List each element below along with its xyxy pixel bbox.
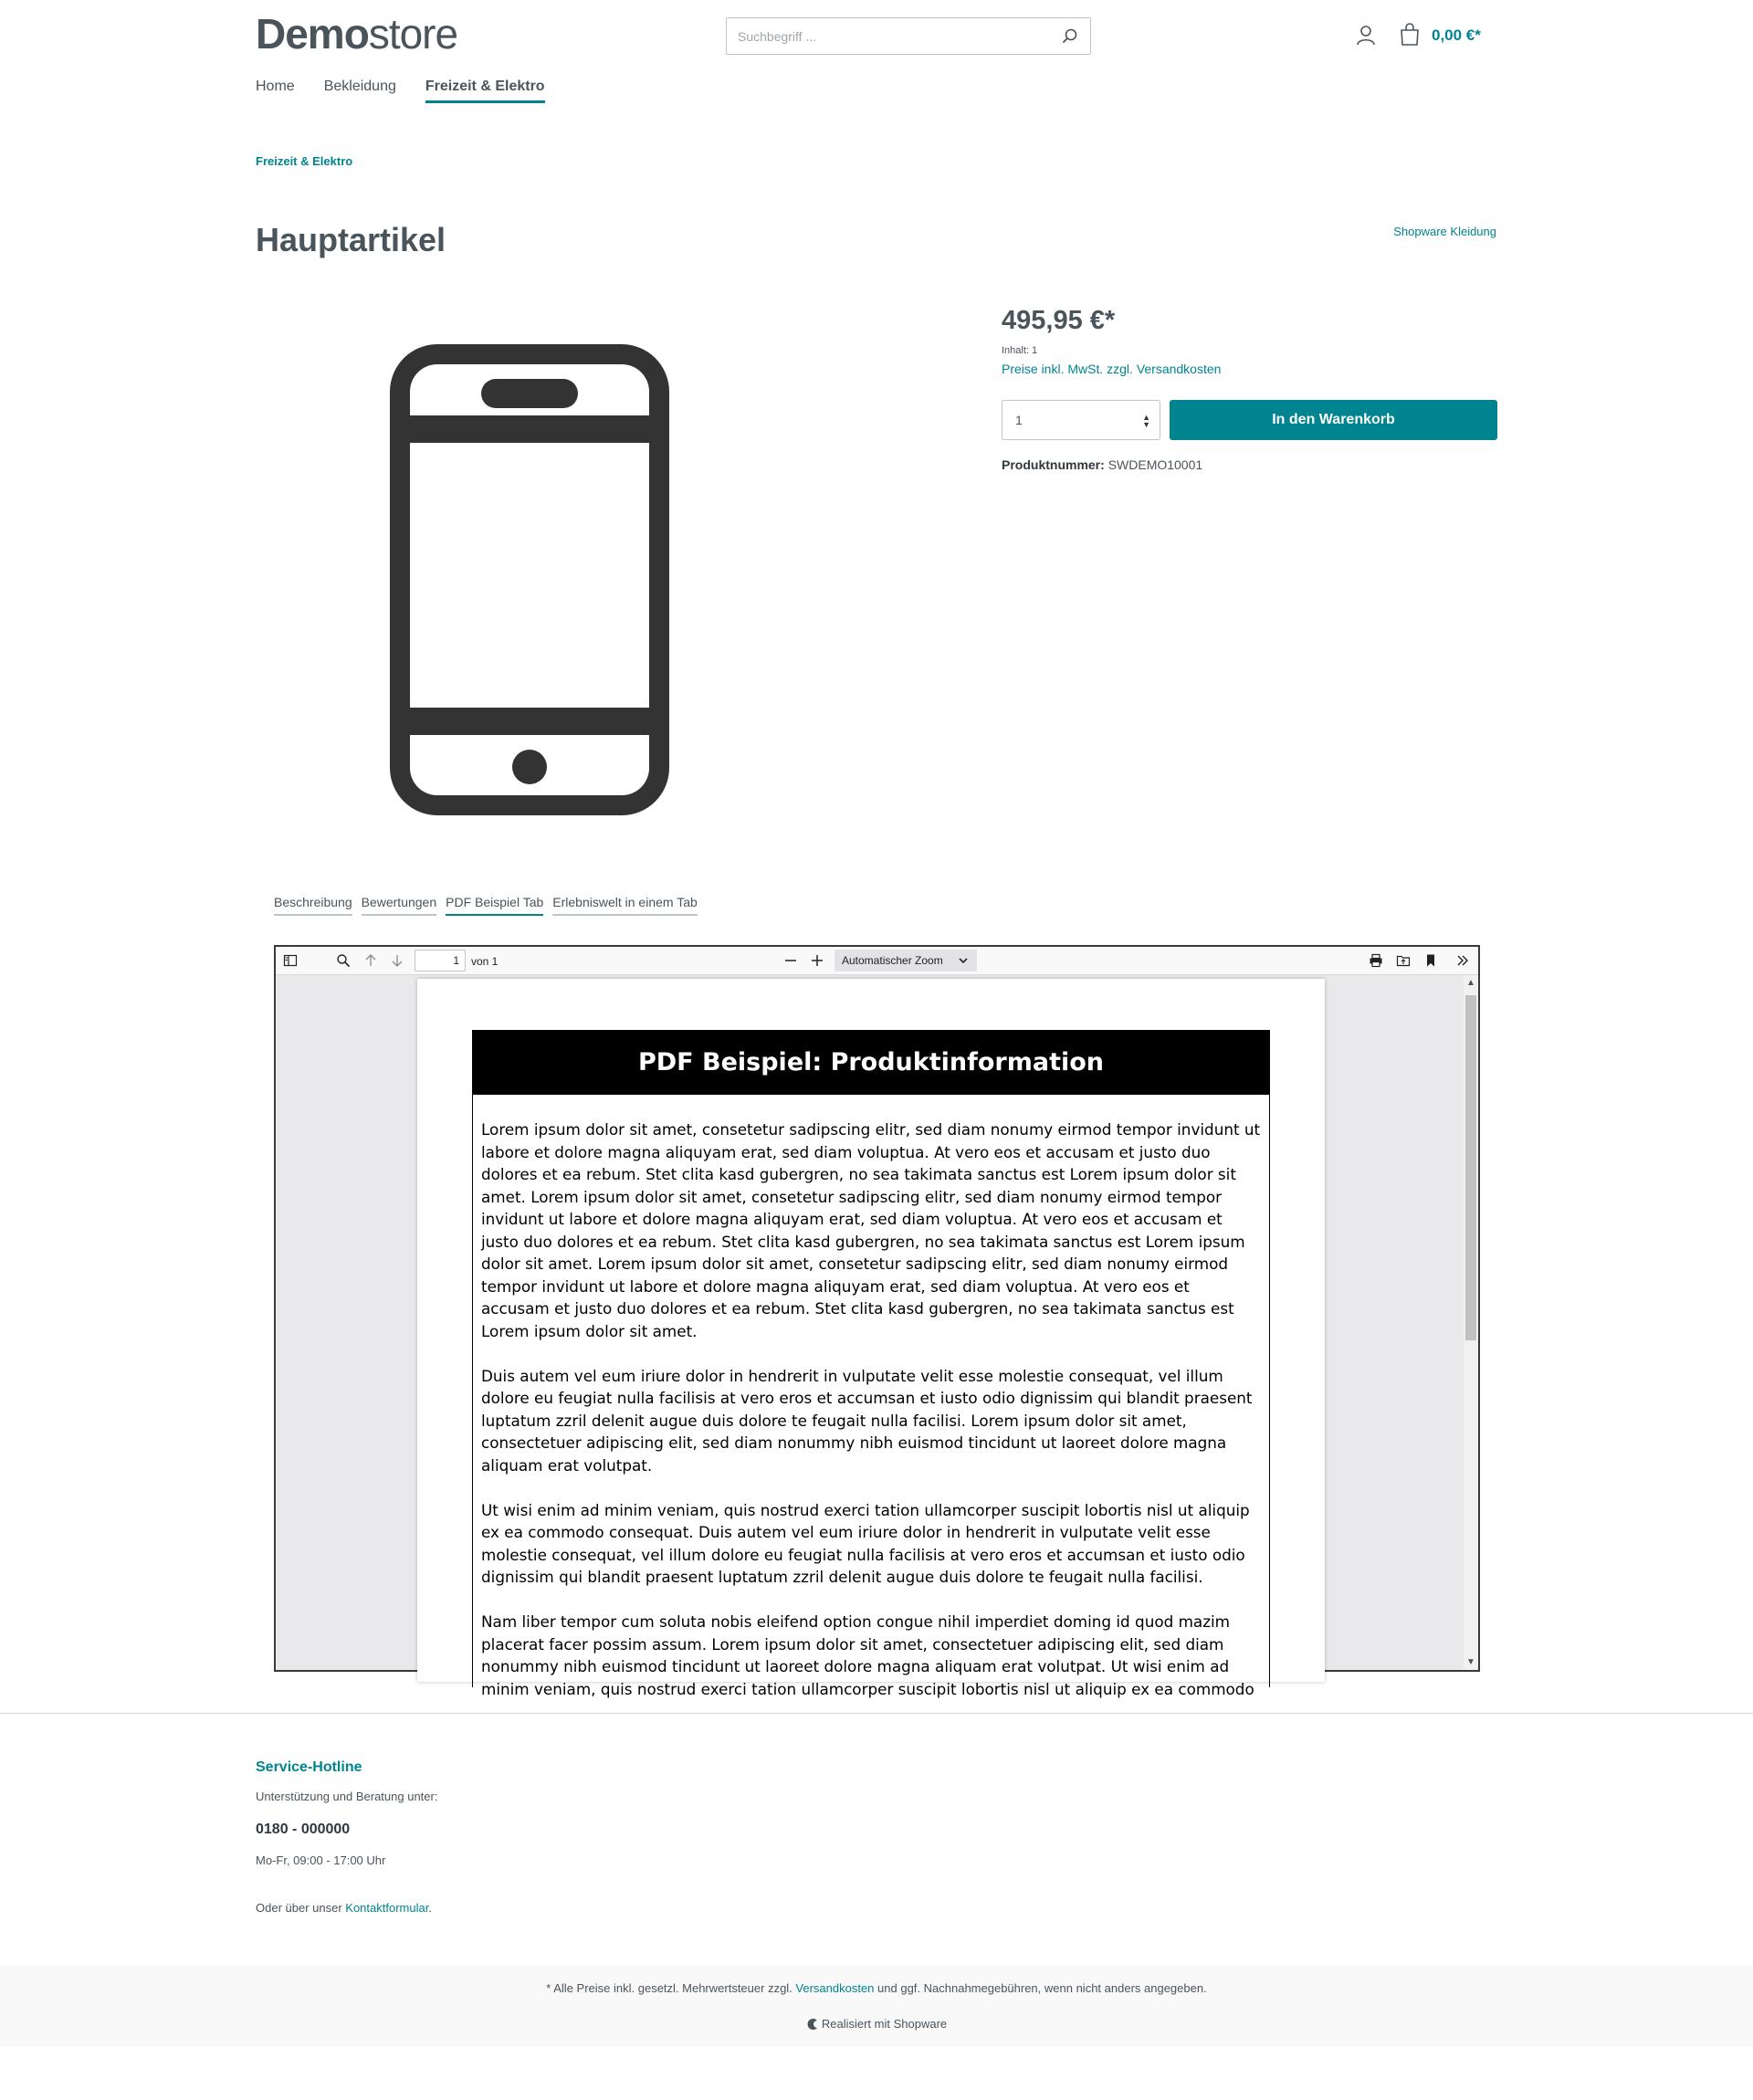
quantity-select[interactable] xyxy=(1002,400,1160,440)
nav-item-freizeit-elektro[interactable]: Freizeit & Elektro xyxy=(425,79,545,103)
tab-pdf-beispiel[interactable]: PDF Beispiel Tab xyxy=(446,895,543,916)
pdf-paragraph: Nam liber tempor cum soluta nobis eleifend option congue nihil imperdiet doming id quod mazim placerat facer possim assum. Lorem ipsum dolor sit amet, consectetuer adipiscing elit, sed diam nonummy nibh euismod tincidunt ut laoreet dolore magna aliquam erat volutpat. Ut wisi enim ad minim veniam, quis nostrud exerci tation ullamcorper suscipit lobortis nisl ut aliquip ex ea commodo xyxy=(481,1612,1254,1698)
footer-divider xyxy=(0,1713,1753,1714)
next-page-icon[interactable] xyxy=(390,953,404,968)
hotline-subtitle: Unterstützung und Beratung unter: xyxy=(256,1790,438,1803)
search-icon[interactable] xyxy=(1061,27,1079,46)
add-to-cart-button[interactable]: In den Warenkorb xyxy=(1170,400,1497,440)
contact-line xyxy=(256,1901,432,1915)
powered-by-text: Realisiert mit Shopware xyxy=(821,2017,948,2031)
tab-bewertungen[interactable]: Bewertungen xyxy=(362,895,437,916)
product-number xyxy=(1002,457,1202,472)
product-number-label: Produktnummer: xyxy=(1002,457,1105,472)
cart-total[interactable]: 0,00 €* xyxy=(1432,26,1481,44)
legal-suffix: und ggf. Nachnahmegebühren, wenn nicht anders angegeben. xyxy=(874,1981,1207,1995)
contact-suffix: . xyxy=(428,1901,432,1915)
store-logo[interactable] xyxy=(256,9,457,58)
footer-bottom-bar xyxy=(0,1965,1753,2047)
chevron-down-icon xyxy=(959,958,968,964)
pdf-body xyxy=(473,1095,1269,1700)
tab-erlebniswelt[interactable]: Erlebniswelt in einem Tab xyxy=(552,895,698,916)
open-file-icon[interactable] xyxy=(1396,953,1411,968)
shopware-logo-icon xyxy=(806,2018,819,2031)
pdf-viewer xyxy=(274,945,1480,1698)
hotline-title: Service-Hotline xyxy=(256,1759,362,1775)
pdf-document xyxy=(472,1030,1270,1698)
scrollbar-thumb[interactable] xyxy=(1465,995,1476,1340)
logo-bold: Demo xyxy=(256,10,369,58)
search-input[interactable] xyxy=(727,18,1037,54)
pdf-page xyxy=(417,979,1325,1698)
tax-shipping-link[interactable]: Preise inkl. MwSt. zzgl. Versandkosten xyxy=(1002,362,1222,376)
hotline-phone[interactable]: 0180 - 000000 xyxy=(256,1822,351,1837)
legal-notice xyxy=(0,1981,1753,1995)
print-icon[interactable] xyxy=(1369,953,1383,968)
pdf-paragraph: Ut wisi enim ad minim veniam, quis nostrud exerci tation ullamcorper suscipit lobortis nisl ut aliquip ex ea commodo consequat. Duis autem vel eum iriure dolor in hendrerit in vulputate velit esse molestie consequat, vel illum dolore eu feugiat nulla facilisis at vero eros et accumsan et iusto odio dignissim qui blandit praesent luptatum zzril delenit augue duis dolore te feugait nulla facilisi. xyxy=(481,1500,1250,1586)
contact-prefix: Oder über unser xyxy=(256,1901,346,1915)
shipping-costs-link[interactable]: Versandkosten xyxy=(795,1981,875,1995)
select-arrows-icon: ▲ ▼ xyxy=(1142,413,1150,429)
logo-light: store xyxy=(368,10,458,58)
main-navigation xyxy=(256,79,574,103)
pdf-scrollbar[interactable] xyxy=(1464,975,1478,1670)
pdf-viewport[interactable] xyxy=(276,975,1478,1698)
product-price: 495,95 €* xyxy=(1002,306,1116,335)
pdf-heading: PDF Beispiel: Produktinformation xyxy=(473,1031,1269,1095)
zoom-value: Automatischer Zoom xyxy=(842,954,943,967)
find-icon[interactable] xyxy=(336,953,351,968)
zoom-select[interactable] xyxy=(835,950,977,971)
scroll-up-icon[interactable]: ▲ xyxy=(1466,978,1475,988)
product-tabs xyxy=(274,895,707,916)
sidebar-toggle-icon[interactable] xyxy=(283,953,298,968)
account-icon[interactable] xyxy=(1356,25,1376,47)
page-number-input[interactable]: 1 xyxy=(415,950,466,971)
nav-item-home[interactable]: Home xyxy=(256,79,295,94)
tools-menu-icon[interactable] xyxy=(1455,953,1470,968)
header xyxy=(0,0,1753,119)
breadcrumb[interactable]: Freizeit & Elektro xyxy=(256,154,353,168)
tab-beschreibung[interactable]: Beschreibung xyxy=(274,895,352,916)
page-title: Hauptartikel xyxy=(256,221,446,258)
manufacturer-link[interactable]: Shopware Kleidung xyxy=(1393,225,1496,238)
product-content: Inhalt: 1 xyxy=(1002,345,1038,356)
page-count: von 1 xyxy=(471,955,499,968)
pdf-paragraph: Lorem ipsum dolor sit amet, consetetur sadipscing elitr, sed diam nonumy eirmod tempor invidunt ut labore et dolore magna aliquyam erat, sed diam voluptua. At vero eos et accusam et justo duo dolores et ea rebum. Stet clita kasd gubergren, no sea takimata sanctus est Lorem ipsum dolor sit amet. Lorem ipsum dolor sit amet, consetetur sadipscing elitr, sed diam nonumy eirmod tempor invidunt ut labore et dolore magna aliquyam erat, sed diam voluptua. At vero eos et accusam et justo duo dolores et ea rebum. Stet clita kasd gubergren, no sea takimata sanctus est Lorem ipsum dolor sit amet. Lorem ipsum dolor sit amet, consetetur sadipscing elitr, sed diam nonumy eirmod tempor invidunt ut labore et dolore magna aliquyam erat, sed diam voluptua. At vero eos et accusam et justo duo dolores et ea rebum. Stet clita kasd gubergren, no sea takimata sanctus est Lorem ipsum dolor sit amet. xyxy=(481,1120,1261,1340)
pdf-paragraph: Duis autem vel eum iriure dolor in hendrerit in vulputate velit esse molestie consequat, vel illum dolore eu feugiat nulla facilisis at vero eros et accumsan et iusto odio dignissim qui blandit praesent luptatum zzril delenit augue duis dolore te feugait nulla facilisi. Lorem ipsum dolor sit amet, consectetuer adipiscing elit, sed diam nonummy nibh euismod tincidunt ut laoreet dolore magna aliquam erat volutpat. xyxy=(481,1366,1253,1475)
bookmark-icon[interactable] xyxy=(1423,953,1438,968)
zoom-out-icon[interactable] xyxy=(783,953,798,968)
pdf-toolbar xyxy=(276,947,1478,975)
cart-icon[interactable] xyxy=(1399,23,1421,47)
hotline-hours: Mo-Fr, 09:00 - 17:00 Uhr xyxy=(256,1853,386,1867)
previous-page-icon[interactable] xyxy=(363,953,378,968)
nav-item-bekleidung[interactable]: Bekleidung xyxy=(323,79,396,94)
smartphone-icon[interactable] xyxy=(379,333,680,826)
product-number-value: SWDEMO10001 xyxy=(1107,457,1203,472)
scroll-down-icon[interactable]: ▼ xyxy=(1466,1657,1475,1667)
search-box xyxy=(726,17,1091,55)
powered-by[interactable] xyxy=(0,2017,1753,2031)
zoom-in-icon[interactable] xyxy=(810,953,824,968)
quantity-value: 1 xyxy=(1015,413,1023,427)
contact-form-link[interactable]: Kontaktformular xyxy=(345,1901,429,1915)
legal-prefix: * Alle Preise inkl. gesetzl. Mehrwertsteuer zzgl. xyxy=(546,1981,796,1995)
